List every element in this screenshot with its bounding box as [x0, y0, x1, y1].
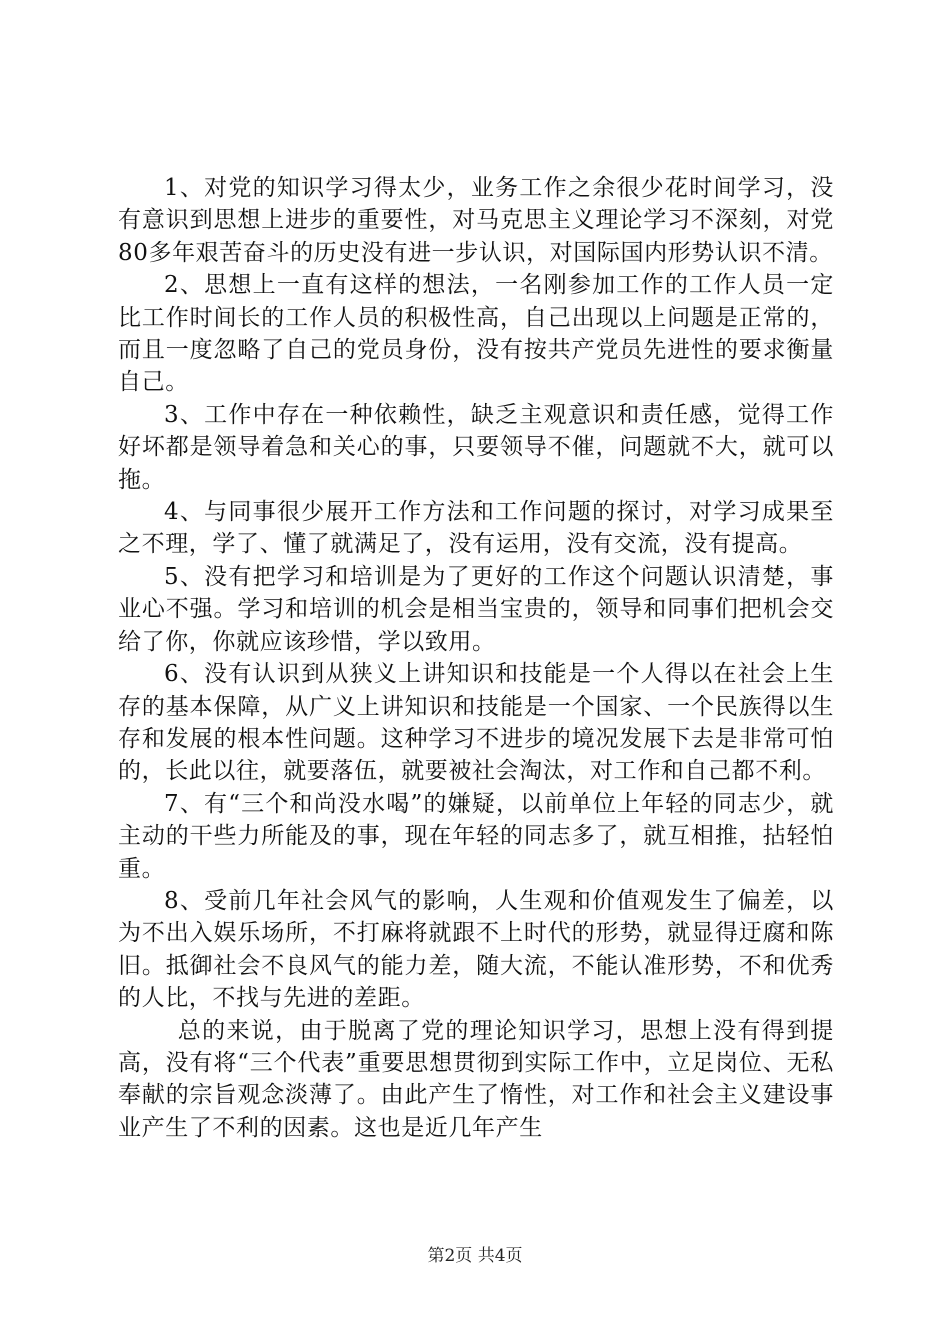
- paragraph-6: 6、没有认识到从狭义上讲知识和技能是一个人得以在社会上生存的基本保障，从广义上讲知识和技能是一个国家、一个民族得以生存和发展的根本性问题。这种学习不进步的境况发展下去是非常可怕的，长此以往，就要落伍，就要被社会淘汰，对工作和自己都不利。: [118, 661, 834, 785]
- document-body: [118, 172, 834, 1144]
- paragraph-summary: 总的来说，由于脱离了党的理论知识学习，思想上没有得到提高，没有将“三个代表”重要思想贯彻到实际工作中，立足岗位、无私奉献的宗旨观念淡薄了。由此产生了惰性，对工作和社会主义建设事业产生了不利的因素。这也是近几年产生: [118, 1017, 834, 1141]
- paragraph-5: 5、没有把学习和培训是为了更好的工作这个问题认识清楚，事业心不强。学习和培训的机会是相当宝贵的，领导和同事们把机会交给了你，你就应该珍惜，学以致用。: [118, 563, 834, 655]
- paragraph-8: 8、受前几年社会风气的影响，人生观和价值观发生了偏差，以为不出入娱乐场所，不打麻将就跟不上时代的形势，就显得迂腐和陈旧。抵御社会不良风气的能力差，随大流，不能认准形势，不和优秀的人比，不找与先进的差距。: [118, 887, 834, 1012]
- paragraph-7: 7、有“三个和尚没水喝”的嫌疑，以前单位上年轻的同志少，就主动的干些力所能及的事，现在年轻的同志多了，就互相推，拈轻怕重。: [118, 790, 834, 882]
- paragraph-4: 4、与同事很少展开工作方法和工作问题的探讨，对学习成果至之不理，学了、懂了就满足了，没有运用，没有交流，没有提高。: [118, 499, 834, 558]
- paragraph-3: 3、工作中存在一种依赖性，缺乏主观意识和责任感，觉得工作好坏都是领导着急和关心的事，只要领导不催，问题就不大，就可以拖。: [118, 401, 834, 493]
- page-number-footer: 第2页 共4页: [427, 1246, 523, 1266]
- paragraph-2: 2、思想上一直有这样的想法，一名刚参加工作的工作人员一定比工作时间长的工作人员的积极性高，自己出现以上问题是正常的，而且一度忽略了自己的党员身份，没有按共产党员先进性的要求衡量自己。: [118, 272, 834, 396]
- paragraph-1: 1、对党的知识学习得太少，业务工作之余很少花时间学习，没有意识到思想上进步的重要性，对马克思主义理论学习不深刻，对党80多年艰苦奋斗的历史没有进一步认识，对国际国内形势认识不清。: [118, 175, 834, 266]
